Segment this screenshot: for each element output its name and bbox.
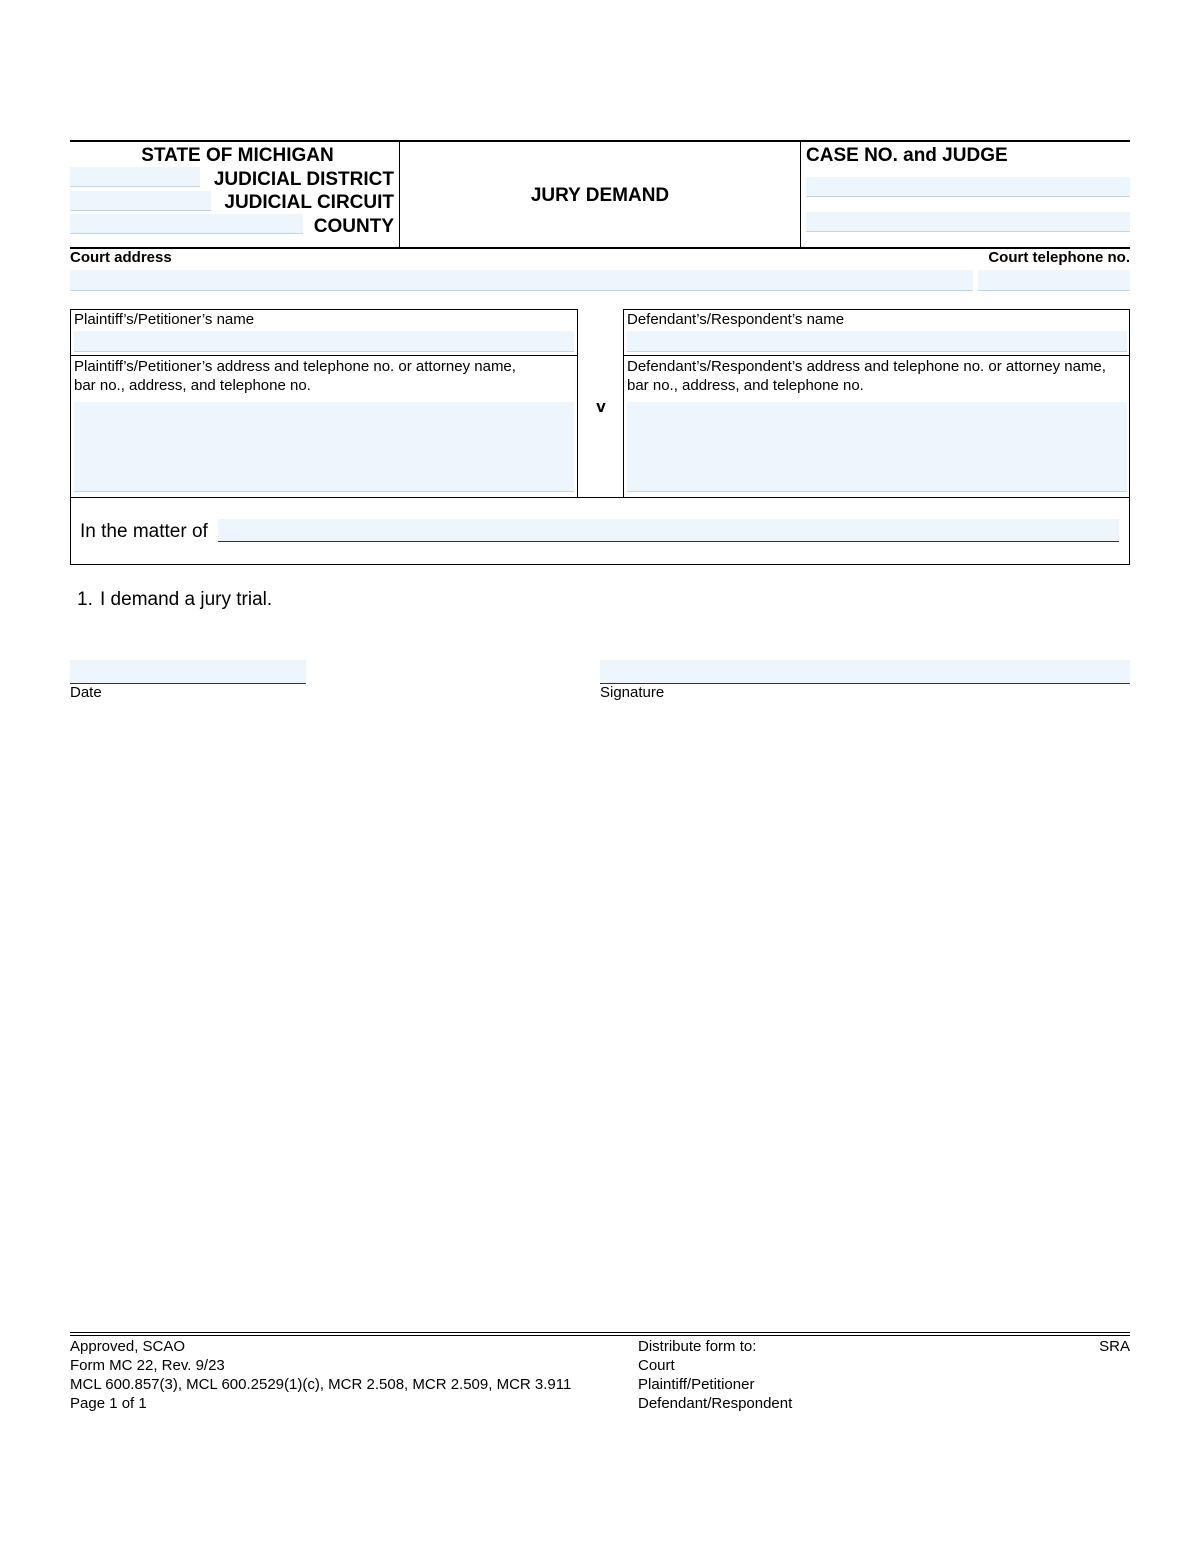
county-field[interactable] bbox=[70, 214, 303, 234]
court-address-label: Court address bbox=[70, 249, 172, 266]
judicial-circuit-label: JUDICIAL CIRCUIT bbox=[224, 192, 394, 213]
distribute-court: Court bbox=[638, 1357, 675, 1374]
case-no-label: CASE NO. and JUDGE bbox=[806, 145, 1008, 166]
header-divider-right bbox=[800, 141, 801, 248]
defendant-address-label-line-2: bar no., address, and telephone no. bbox=[627, 377, 864, 394]
court-address-field[interactable] bbox=[70, 270, 973, 291]
footer-approved: Approved, SCAO bbox=[70, 1338, 186, 1355]
judicial-district-field[interactable] bbox=[70, 167, 200, 187]
defendant-address-field[interactable] bbox=[627, 402, 1127, 492]
form-title: JURY DEMAND bbox=[530, 185, 670, 206]
date-field[interactable] bbox=[70, 660, 306, 684]
footer-page-number: Page 1 of 1 bbox=[70, 1395, 147, 1412]
county-label: COUNTY bbox=[313, 216, 394, 237]
footer-code: SRA bbox=[1099, 1338, 1130, 1355]
plaintiff-address-field[interactable] bbox=[74, 402, 574, 492]
state-heading: STATE OF MICHIGAN bbox=[141, 145, 334, 166]
case-no-field[interactable] bbox=[806, 177, 1130, 197]
defendant-name-label: Defendant’s/Respondent’s name bbox=[627, 311, 845, 328]
plaintiff-address-label-line-2: bar no., address, and telephone no. bbox=[74, 377, 311, 394]
judicial-circuit-field[interactable] bbox=[70, 191, 211, 211]
distribute-label: Distribute form to: bbox=[638, 1338, 757, 1355]
defendant-address-label-line-1: Defendant’s/Respondent’s address and telephone no. or attorney name, bbox=[627, 358, 1106, 375]
signature-field[interactable] bbox=[600, 660, 1130, 684]
judge-field[interactable] bbox=[806, 212, 1130, 232]
plaintiff-name-label: Plaintiff’s/Petitioner’s name bbox=[74, 311, 255, 328]
signature-label: Signature bbox=[600, 684, 665, 701]
footer-rule-bottom bbox=[70, 1335, 1130, 1336]
matter-label: In the matter of bbox=[80, 521, 208, 542]
defendant-divider bbox=[624, 355, 1129, 356]
footer-form-number: Form MC 22, Rev. 9/23 bbox=[70, 1357, 225, 1374]
court-telephone-label: Court telephone no. bbox=[988, 249, 1130, 266]
plaintiff-name-field[interactable] bbox=[74, 331, 574, 352]
date-label: Date bbox=[70, 684, 102, 701]
distribute-plaintiff: Plaintiff/Petitioner bbox=[638, 1376, 755, 1393]
header-top-rule bbox=[70, 140, 1130, 142]
footer-rule-top bbox=[70, 1332, 1130, 1333]
matter-field[interactable] bbox=[218, 519, 1119, 542]
court-telephone-field[interactable] bbox=[978, 270, 1130, 291]
item-text: I demand a jury trial. bbox=[100, 589, 273, 610]
header-bottom-rule bbox=[70, 247, 1130, 249]
defendant-name-field[interactable] bbox=[627, 331, 1127, 352]
versus-label: v bbox=[596, 397, 606, 416]
distribute-defendant: Defendant/Respondent bbox=[638, 1395, 793, 1412]
judicial-district-label: JUDICIAL DISTRICT bbox=[213, 169, 394, 190]
plaintiff-divider bbox=[71, 355, 577, 356]
footer-citations: MCL 600.857(3), MCL 600.2529(1)(c), MCR 2.508, MCR 2.509, MCR 3.911 bbox=[70, 1376, 572, 1393]
item-number: 1. bbox=[77, 589, 93, 610]
plaintiff-address-label-line-1: Plaintiff’s/Petitioner’s address and telephone no. or attorney name, bbox=[74, 358, 516, 375]
